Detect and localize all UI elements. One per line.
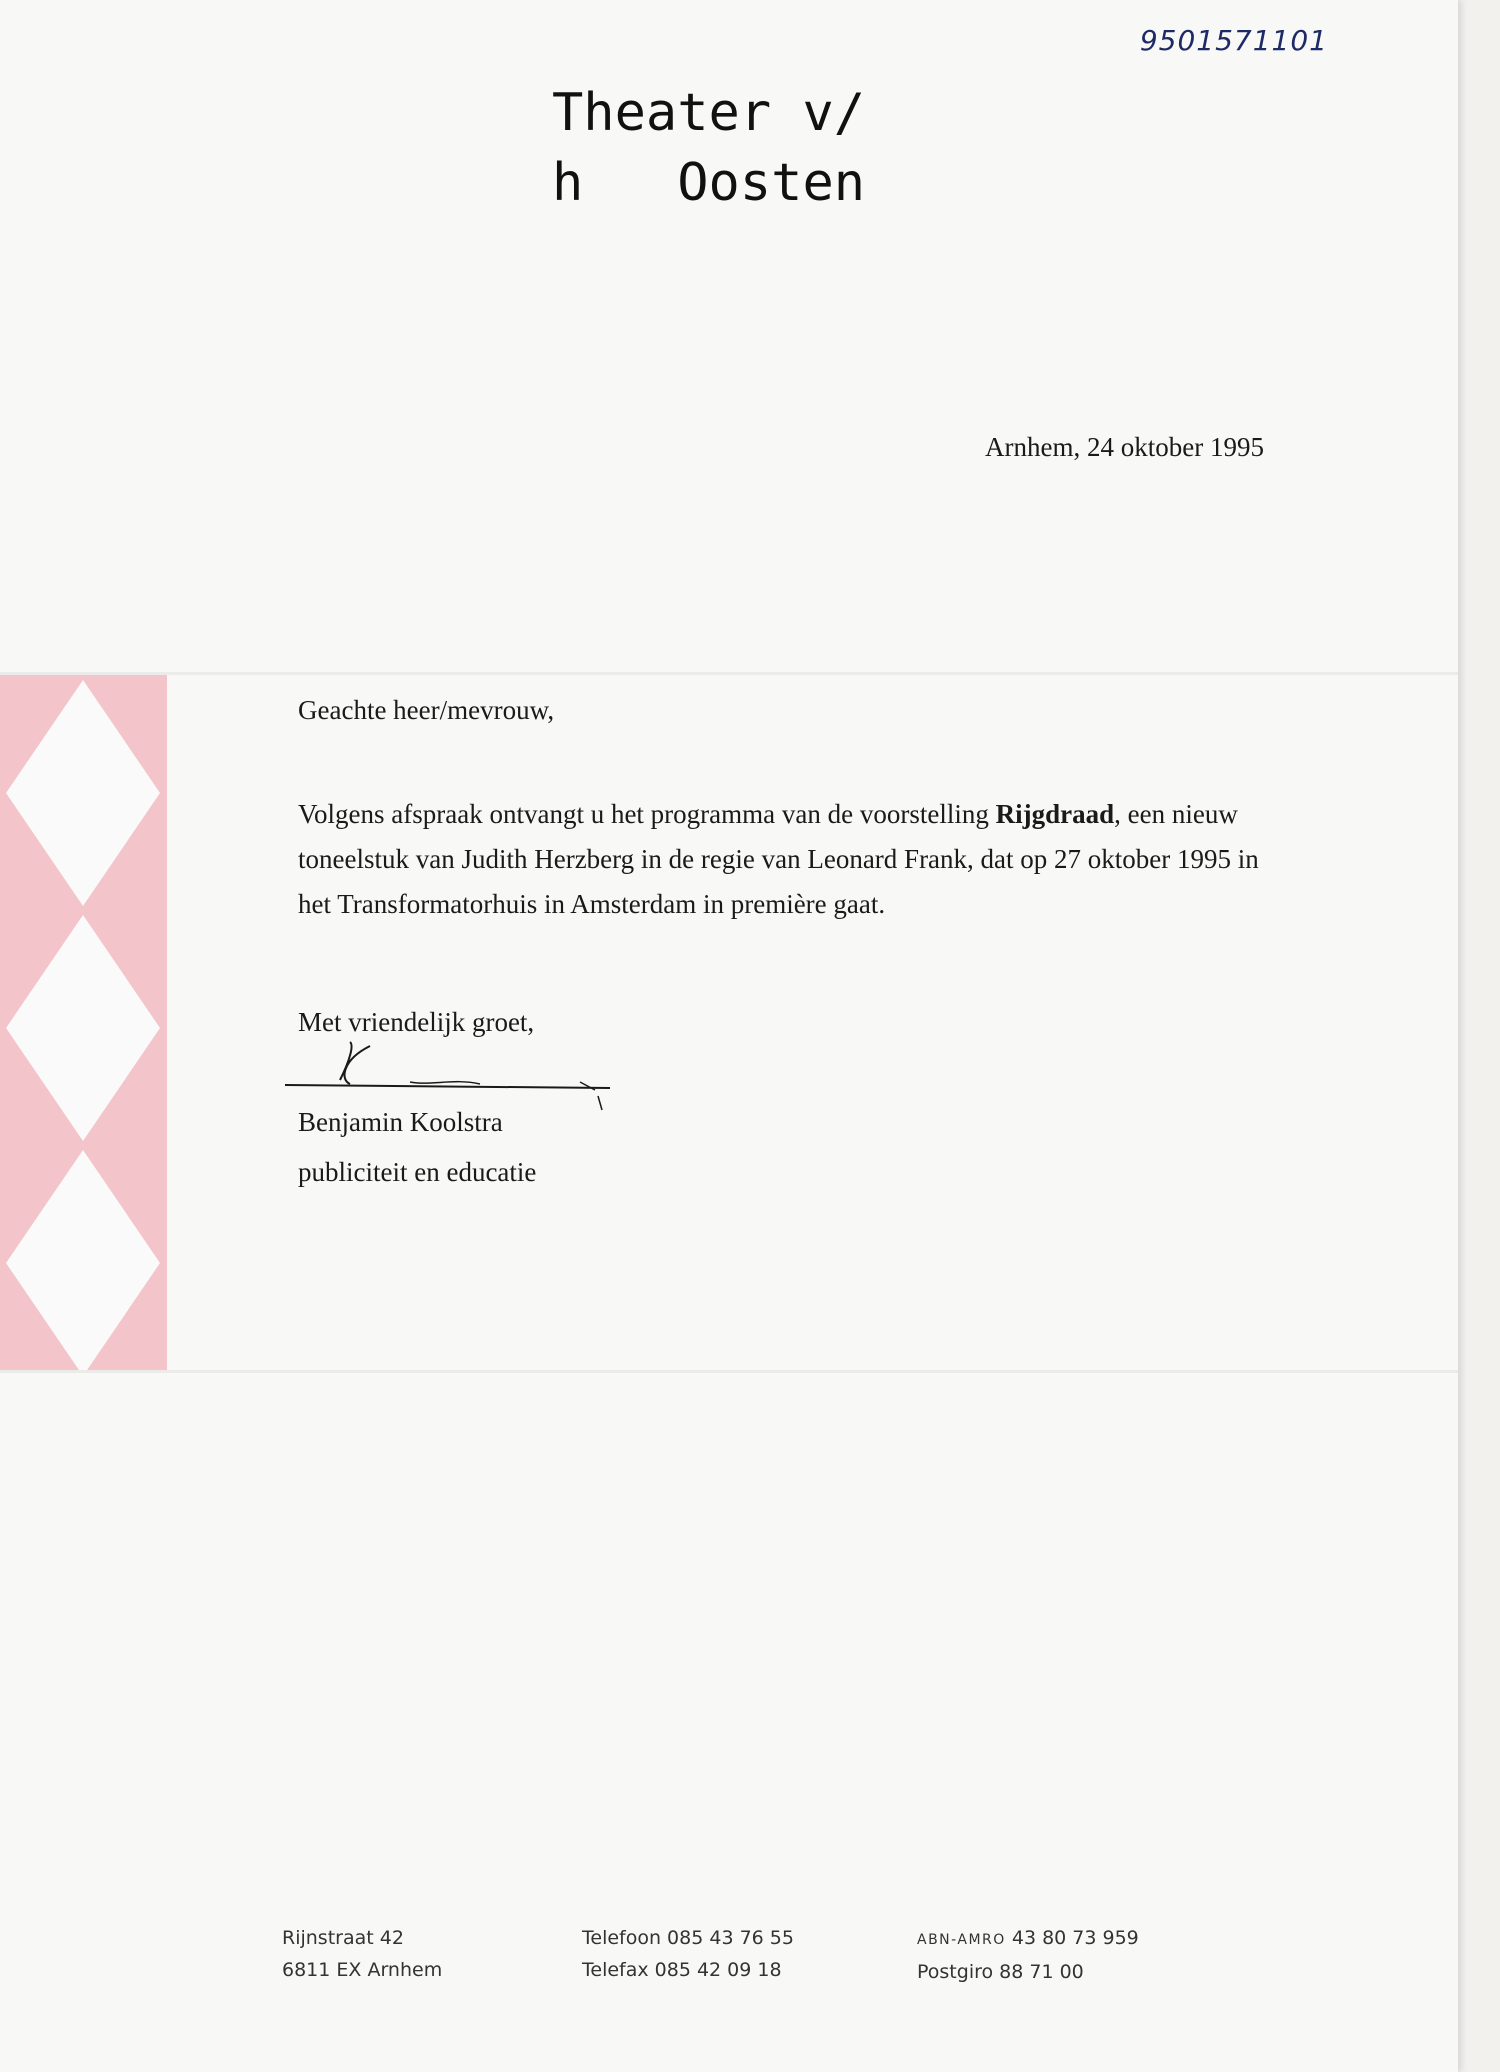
fold-line — [0, 672, 1458, 675]
footer-phone — [582, 1922, 794, 1986]
body-text-start: Volgens afspraak ontvangt u het programma van de voorstelling — [298, 799, 996, 829]
bank-name: ABN-AMRO — [917, 1932, 1006, 1948]
address-street: Rijnstraat 42 — [282, 1927, 404, 1949]
theater-logo — [552, 78, 865, 218]
address-city: 6811 EX Arnhem — [282, 1959, 443, 1981]
sender-role: publiciteit en educatie — [298, 1157, 537, 1187]
fax-number: Telefax 085 42 09 18 — [582, 1959, 782, 1981]
archive-number: 9501571101 — [1139, 24, 1328, 57]
logo-line-2b: Oosten — [677, 153, 866, 213]
bank-account — [917, 1922, 1139, 1956]
fold-line — [0, 1370, 1458, 1373]
postgiro-number: Postgiro 88 71 00 — [917, 1961, 1084, 1983]
phone-number: Telefoon 085 43 76 55 — [582, 1927, 794, 1949]
body-text-end: , een nieuw toneelstuk van Judith Herzberg in de regie van Leonard Frank, dat op 27 oktober 1995 in het Transformatorhuis in Amsterdam in première gaat. — [298, 799, 1259, 919]
production-title: Rijgdraad — [995, 799, 1115, 829]
salutation: Geachte heer/mevrouw, — [298, 695, 555, 725]
diamond-pattern — [0, 675, 167, 1370]
footer-bank — [917, 1922, 1139, 1988]
logo-line-1: Theater v/ — [552, 83, 866, 143]
bank-number: 43 80 73 959 — [1005, 1927, 1139, 1949]
footer-address — [282, 1922, 442, 1986]
letter-body — [298, 792, 1298, 927]
letter-date: Arnhem, 24 oktober 1995 — [985, 432, 1264, 462]
closing: Met vriendelijk groet, — [298, 1007, 535, 1037]
logo-line-2a: h — [552, 153, 584, 213]
sender-name: Benjamin Koolstra — [298, 1107, 503, 1137]
